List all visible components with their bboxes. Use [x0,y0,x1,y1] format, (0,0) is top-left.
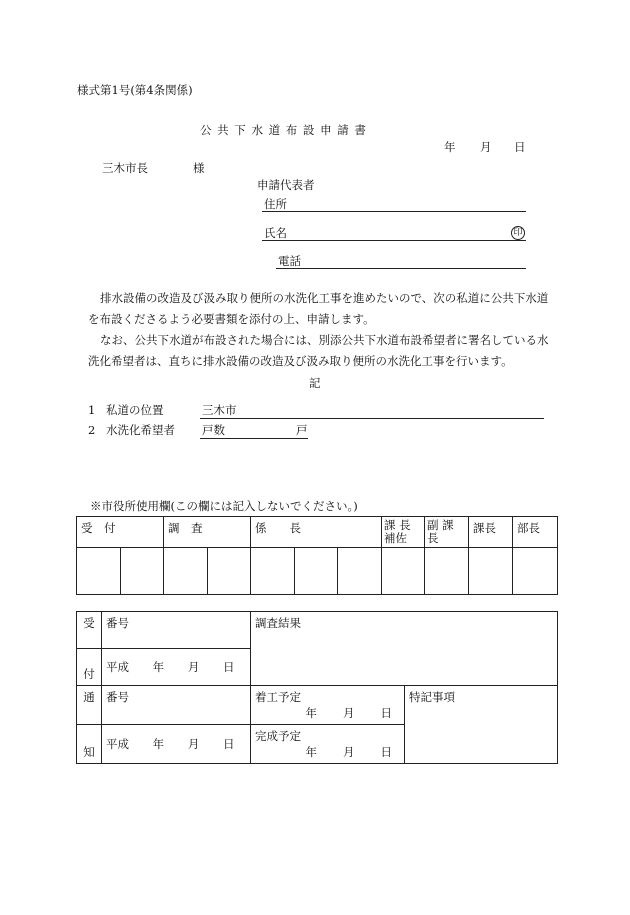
reception-era: 平成 [106,660,129,674]
reception-month: 月 [187,660,200,674]
reception-notice-table [76,611,558,764]
item-1-label: 私道の位置 [106,403,164,417]
phone-field[interactable] [276,268,526,269]
header-reception: 受 付 [77,517,164,548]
item-2-unit: 戸 [296,423,308,437]
body-paragraph-1: 排水設備の改造及び汲み取り便所の水洗化工事を進めたいので、次の私道に公共下水道を布設くださるよう必要書類を添付の上、申請します。 [88,291,549,326]
stamp-cell[interactable] [121,548,164,595]
reception-number-label: 番号 [102,612,251,649]
special-notes-cell[interactable] [405,686,558,764]
item-2-number: 2 [88,423,96,437]
reception-year: 年 [152,660,165,674]
complete-plan-cell[interactable] [251,725,405,764]
stamp-cell[interactable] [425,548,469,595]
ki-label: 記 [309,376,321,390]
phone-label: 電話 [278,254,301,268]
seal-icon: 印 [511,226,525,240]
body-paragraph-2: なお、公共下水道が布設された場合には、別添公共下水道布設希望者に署名している水洗化希望者は、直ちに排水設備の改造及び汲み取り便所の水洗化工事を行います。 [88,333,549,368]
header-assistant-section-manager: 課 長 補佐 [382,517,425,548]
item-2-label: 水洗化希望者 [106,423,175,437]
tsuke-label: 付 [77,649,102,686]
chi-label: 知 [77,725,102,764]
tsu-label: 通 [77,686,102,725]
start-month: 月 [343,706,355,720]
household-count-field[interactable] [200,438,308,439]
date-month: 月 [480,140,492,154]
complete-plan-label: 完成予定 [255,729,301,743]
notice-day: 日 [222,737,235,751]
stamp-cell[interactable] [513,548,558,595]
notice-era: 平成 [106,737,129,751]
notice-month: 月 [187,737,200,751]
stamp-cell[interactable] [382,548,425,595]
stamp-cell[interactable] [164,548,208,595]
name-label: 氏名 [264,226,287,240]
stamp-cell[interactable] [295,548,338,595]
addressee-honorific: 様 [193,161,205,175]
start-day: 日 [380,706,392,720]
header-deputy-section-manager: 副 課 長 [425,517,469,548]
form-number: 様式第1号(第4条関係) [77,83,193,97]
addressee-name: 三木市長 [102,161,148,175]
item-1-value: 三木市 [202,403,237,417]
start-plan-cell[interactable] [251,686,405,725]
date-year: 年 [444,140,456,154]
name-field[interactable] [262,240,526,241]
special-notes-label: 特記事項 [409,690,455,704]
date-day: 日 [514,140,526,154]
start-year: 年 [305,706,317,720]
notice-number-label: 番号 [102,686,251,725]
start-plan-label: 着工予定 [255,690,301,704]
notice-year: 年 [152,737,165,751]
stamp-cell[interactable] [338,548,382,595]
header-section-manager: 課長 [469,517,513,548]
item-2-value: 戸数 [202,423,225,437]
complete-day: 日 [380,745,392,759]
stamp-cell[interactable] [251,548,295,595]
reception-date-cell[interactable] [102,649,251,686]
reception-day: 日 [222,660,235,674]
address-label: 住所 [264,197,287,211]
header-chief: 係 長 [251,517,382,548]
document-title: 公 共 下 水 道 布 設 申 請 書 [200,123,367,137]
header-survey: 調 査 [164,517,251,548]
header-department-head: 部長 [513,517,558,548]
uke-label: 受 [77,612,102,649]
complete-year: 年 [305,745,317,759]
approval-stamp-table [76,516,558,595]
survey-result-cell[interactable] [251,612,558,686]
stamp-cell[interactable] [208,548,251,595]
location-field[interactable] [200,418,544,419]
stamp-cell[interactable] [77,548,121,595]
notice-date-cell[interactable] [102,725,251,764]
office-use-note: ※市役所使用欄(この欄には記入しないでください。) [90,499,358,513]
stamp-cell[interactable] [469,548,513,595]
address-field[interactable] [262,211,526,212]
item-1-number: 1 [88,403,96,417]
applicant-heading: 申請代表者 [257,178,315,192]
survey-result-label: 調査結果 [255,616,301,630]
complete-month: 月 [343,745,355,759]
